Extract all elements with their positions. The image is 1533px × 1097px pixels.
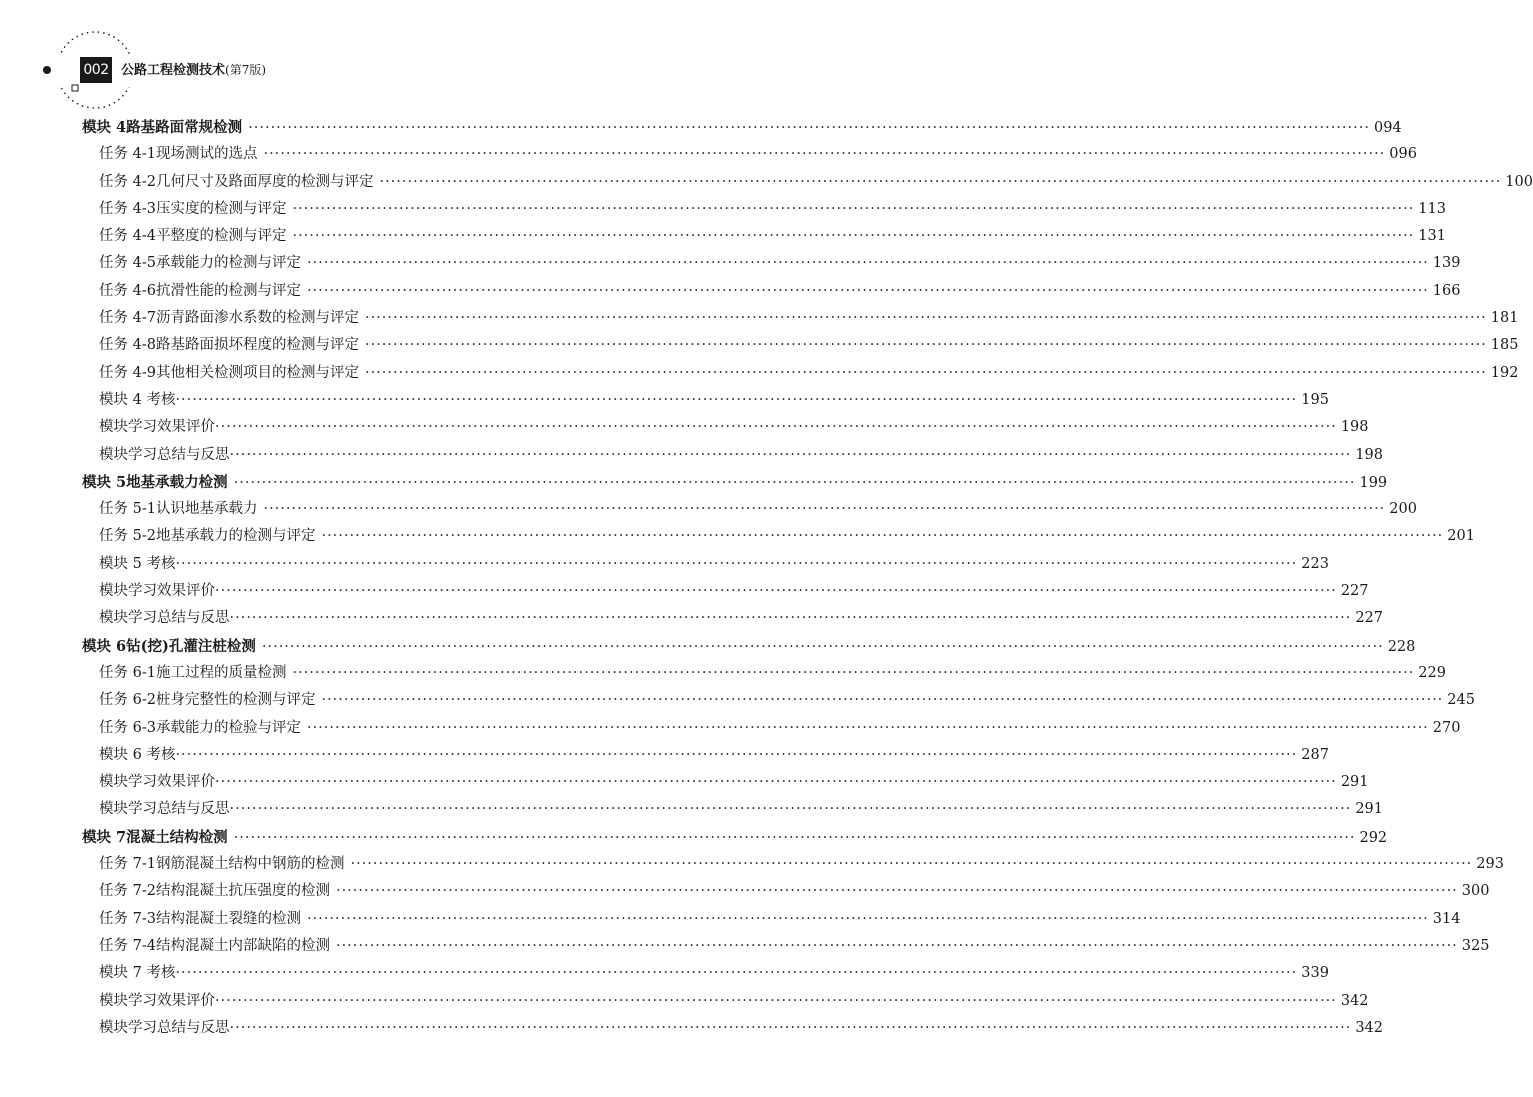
toc-entry-task[interactable] [82, 715, 1461, 742]
toc-entry-page: 342 [1340, 992, 1369, 1009]
toc-entry-title: 桩身完整性的检测与评定 [155, 692, 316, 709]
toc-entry-title: 模块学习总结与反思 [99, 446, 230, 463]
toc-entry-task[interactable] [82, 878, 1490, 905]
toc-entry-module[interactable] [82, 633, 1416, 660]
toc-entry-task[interactable] [82, 332, 1519, 359]
toc-entry-page: 291 [1355, 801, 1384, 818]
page-header [0, 0, 790, 110]
toc-entry-number: 任务 5-1 [99, 501, 156, 518]
toc-entry-title: 模块学习效果评价 [99, 992, 215, 1009]
toc-entry-title: 抗滑性能的检测与评定 [155, 282, 301, 299]
toc-entry-extra[interactable] [82, 414, 1369, 441]
toc-entry-page: 185 [1490, 337, 1519, 354]
toc-entry-extra[interactable] [82, 988, 1369, 1015]
toc-entry-extra[interactable] [82, 1015, 1384, 1042]
dot-leader: ········································································································································································································ [292, 200, 1415, 217]
toc-entry-title: 结构混凝土内部缺陷的检测 [155, 937, 330, 954]
toc-entry-module[interactable] [82, 469, 1388, 496]
dot-leader: ········································································································································································································ [292, 664, 1415, 681]
toc-entry-title: 沥青路面渗水系数的检测与评定 [155, 310, 359, 327]
toc-entry-page: 228 [1387, 638, 1416, 655]
dot-leader: ········································································································································································································ [233, 829, 1356, 846]
toc-entry-extra[interactable] [82, 605, 1384, 632]
table-of-contents [82, 114, 1533, 1042]
toc-entry-number: 任务 6-1 [99, 664, 156, 681]
toc-entry-title: 混凝土结构检测 [126, 828, 228, 846]
toc-entry-title: 模块 5 考核 [99, 555, 176, 572]
toc-entry-title: 路基路面损坏程度的检测与评定 [155, 337, 359, 354]
dot-leader: ········································································································································································································ [215, 583, 1337, 600]
small-square-icon [72, 85, 78, 91]
toc-entry-extra[interactable] [82, 796, 1384, 823]
bullet-dot-icon [43, 66, 51, 74]
toc-entry-task[interactable] [82, 906, 1461, 933]
toc-entry-title: 承载能力的检验与评定 [155, 719, 301, 736]
toc-entry-title: 模块学习总结与反思 [99, 801, 230, 818]
dot-leader: ········································································································································································································ [229, 446, 1352, 463]
toc-entry-extra[interactable] [82, 578, 1369, 605]
toc-entry-page: 199 [1359, 474, 1388, 491]
toc-entry-title: 地基承载力检测 [126, 473, 228, 491]
toc-entry-task[interactable] [82, 360, 1519, 387]
header-ornament [0, 0, 130, 110]
toc-entry-number: 任务 4-9 [99, 364, 156, 381]
dot-leader: ········································································································································································································ [379, 173, 1502, 190]
toc-entry-task[interactable] [82, 223, 1446, 250]
toc-entry-number: 任务 4-8 [99, 337, 156, 354]
toc-entry-number: 模块 5 [82, 473, 127, 491]
toc-entry-title: 几何尺寸及路面厚度的检测与评定 [155, 173, 374, 190]
dot-leader: ········································································································································································································ [306, 282, 1429, 299]
toc-entry-number: 任务 4-6 [99, 282, 156, 299]
toc-entry-title: 承载能力的检测与评定 [155, 255, 301, 272]
toc-entry-page: 287 [1301, 746, 1329, 763]
toc-entry-page: 314 [1432, 910, 1461, 927]
toc-entry-title: 现场测试的选点 [155, 146, 258, 163]
toc-entry-extra[interactable] [82, 387, 1329, 414]
toc-entry-number: 任务 7-3 [99, 910, 156, 927]
dot-leader: ········································································································································································································ [335, 937, 1458, 954]
dot-leader: ········································································································································································································ [229, 610, 1352, 627]
dot-leader: ········································································································································································································ [175, 746, 1298, 763]
page-number: 002 [80, 57, 112, 83]
toc-entry-task[interactable] [82, 687, 1475, 714]
toc-entry-task[interactable] [82, 278, 1461, 305]
toc-entry-number: 任务 7-2 [99, 883, 156, 900]
dot-leader: ········································································································································································································ [175, 555, 1298, 572]
dot-leader: ········································································································································································································ [321, 528, 1444, 545]
toc-entry-number: 任务 4-7 [99, 310, 156, 327]
dot-leader: ········································································································································································································ [306, 255, 1429, 272]
dot-leader: ········································································································································································································ [263, 501, 1386, 518]
toc-entry-page: 300 [1461, 883, 1490, 900]
toc-entry-page: 100 [1505, 173, 1533, 190]
toc-entry-page: 198 [1340, 419, 1369, 436]
dot-leader: ········································································································································································································ [229, 1019, 1352, 1036]
dot-leader: ········································································································································································································ [233, 474, 1356, 491]
toc-entry-page: 096 [1389, 146, 1417, 163]
toc-entry-page: 227 [1355, 610, 1384, 627]
toc-entry-title: 压实度的检测与评定 [155, 200, 287, 217]
toc-entry-number: 任务 4-2 [99, 173, 156, 190]
toc-entry-task[interactable] [82, 523, 1475, 550]
toc-entry-task[interactable] [82, 196, 1446, 223]
toc-entry-title: 结构混凝土裂缝的检测 [155, 910, 301, 927]
toc-entry-page: 342 [1355, 1019, 1384, 1036]
toc-entry-task[interactable] [82, 660, 1446, 687]
toc-entry-number: 模块 6 [82, 637, 127, 655]
toc-entry-title: 模块 6 考核 [99, 746, 176, 763]
toc-entry-extra[interactable] [82, 960, 1329, 987]
toc-entry-page: 227 [1340, 583, 1369, 600]
dot-leader: ········································································································································································································ [364, 364, 1487, 381]
toc-entry-title: 地基承载力的检测与评定 [155, 528, 316, 545]
dot-leader: ········································································································································································································ [335, 883, 1458, 900]
toc-entry-task[interactable] [82, 141, 1417, 168]
toc-entry-extra[interactable] [82, 551, 1329, 578]
dot-leader: ········································································································································································································ [306, 719, 1429, 736]
toc-entry-page: 270 [1432, 719, 1461, 736]
toc-entry-title: 认识地基承载力 [155, 501, 258, 518]
toc-entry-number: 任务 4-3 [99, 200, 156, 217]
toc-entry-page: 223 [1301, 555, 1329, 572]
toc-entry-number: 任务 6-2 [99, 692, 156, 709]
toc-entry-title: 模块 4 考核 [99, 391, 176, 408]
dot-leader: ········································································································································································································ [292, 228, 1415, 245]
toc-entry-number: 模块 7 [82, 828, 127, 846]
toc-entry-page: 293 [1476, 856, 1504, 873]
toc-entry-page: 200 [1389, 501, 1417, 518]
dot-leader: ········································································································································································································ [215, 419, 1337, 436]
toc-entry-page: 325 [1461, 937, 1490, 954]
toc-entry-page: 139 [1432, 255, 1461, 272]
toc-entry-title: 模块学习总结与反思 [99, 1019, 230, 1036]
dot-leader: ········································································································································································································ [175, 391, 1298, 408]
toc-entry-page: 195 [1301, 391, 1329, 408]
toc-entry-module[interactable] [82, 114, 1402, 141]
toc-entry-task[interactable] [82, 496, 1417, 523]
toc-entry-title: 钻(挖)孔灌注桩检测 [126, 637, 256, 655]
toc-entry-title: 施工过程的质量检测 [155, 664, 287, 681]
toc-entry-title: 模块学习效果评价 [99, 419, 215, 436]
toc-entry-page: 291 [1340, 774, 1369, 791]
toc-entry-title: 模块学习效果评价 [99, 774, 215, 791]
toc-entry-extra[interactable] [82, 742, 1329, 769]
toc-entry-page: 166 [1432, 282, 1461, 299]
toc-entry-title: 结构混凝土抗压强度的检测 [155, 883, 330, 900]
toc-entry-task[interactable] [82, 305, 1519, 332]
dot-leader: ········································································································································································································ [175, 965, 1298, 982]
dot-leader: ········································································································································································································ [215, 774, 1337, 791]
toc-entry-page: 292 [1359, 829, 1388, 846]
toc-entry-title: 模块学习总结与反思 [99, 610, 230, 627]
toc-entry-number: 任务 4-5 [99, 255, 156, 272]
toc-entry-page: 245 [1447, 692, 1475, 709]
toc-entry-page: 339 [1301, 965, 1329, 982]
toc-entry-module[interactable] [82, 824, 1388, 851]
toc-entry-title: 钢筋混凝土结构中钢筋的检测 [155, 856, 345, 873]
book-edition: (第7版) [225, 63, 267, 77]
toc-entry-page: 094 [1373, 120, 1402, 136]
toc-entry-number: 任务 7-1 [99, 856, 156, 873]
dot-leader: ········································································································································································································ [321, 692, 1444, 709]
toc-entry-task[interactable] [82, 933, 1490, 960]
toc-entry-page: 198 [1355, 446, 1384, 463]
toc-entry-task[interactable] [82, 169, 1533, 196]
toc-entry-title: 模块 7 考核 [99, 965, 176, 982]
toc-entry-page: 192 [1490, 364, 1519, 381]
toc-entry-number: 任务 5-2 [99, 528, 156, 545]
dot-leader: ········································································································································································································ [229, 801, 1352, 818]
toc-entry-page: 113 [1418, 200, 1446, 217]
toc-entry-task[interactable] [82, 851, 1504, 878]
dot-leader: ········································································································································································································ [350, 856, 1473, 873]
dot-leader: ········································································································································································································ [215, 992, 1337, 1009]
dot-leader: ········································································································································································································ [261, 638, 1384, 655]
toc-entry-title: 路基路面常规检测 [126, 119, 243, 136]
dot-leader: ········································································································································································································ [263, 146, 1386, 163]
toc-entry-task[interactable] [82, 250, 1461, 277]
toc-entry-title: 模块学习效果评价 [99, 583, 215, 600]
toc-entry-extra[interactable] [82, 442, 1384, 469]
toc-entry-extra[interactable] [82, 769, 1369, 796]
toc-entry-number: 任务 6-3 [99, 719, 156, 736]
toc-entry-number: 任务 7-4 [99, 937, 156, 954]
toc-entry-title: 其他相关检测项目的检测与评定 [155, 364, 359, 381]
toc-entry-page: 131 [1418, 228, 1446, 245]
dot-leader: ········································································································································································································ [364, 337, 1487, 354]
dot-leader: ········································································································································································································ [248, 120, 1370, 136]
book-title: 公路工程检测技术 [121, 63, 226, 78]
running-header-title [121, 60, 266, 81]
toc-entry-page: 181 [1490, 310, 1519, 327]
toc-entry-page: 229 [1418, 664, 1446, 681]
dot-leader: ········································································································································································································ [306, 910, 1429, 927]
toc-entry-number: 模块 4 [82, 119, 127, 136]
toc-entry-number: 任务 4-1 [99, 146, 156, 163]
toc-entry-page: 201 [1447, 528, 1475, 545]
toc-entry-number: 任务 4-4 [99, 228, 156, 245]
dot-leader: ········································································································································································································ [364, 310, 1487, 327]
toc-entry-title: 平整度的检测与评定 [155, 228, 287, 245]
